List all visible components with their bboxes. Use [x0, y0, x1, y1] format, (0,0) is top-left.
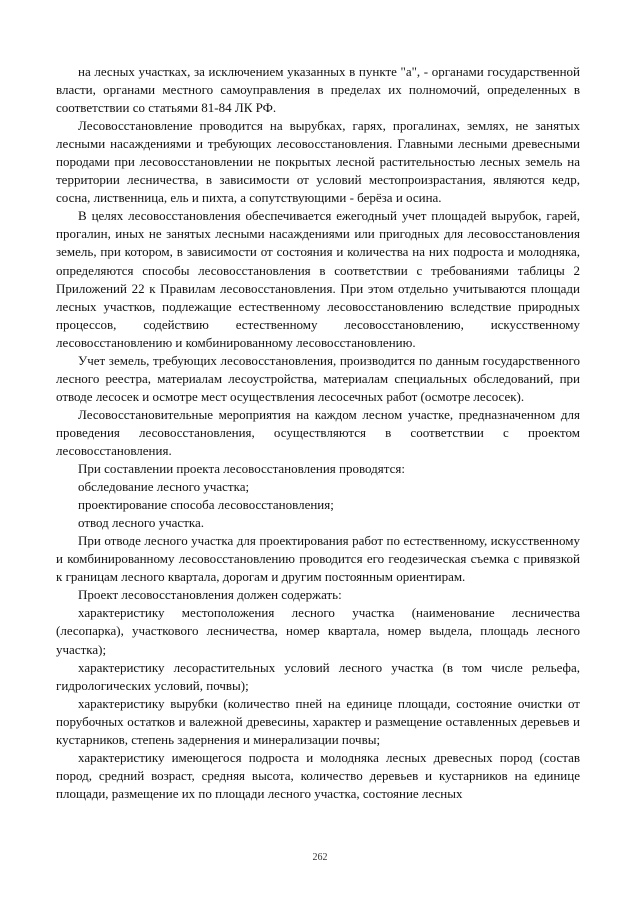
paragraph-3: В целях лесовосстановления обеспечивается ежегодный учет площадей вырубок, гарей, прогалин, иных не занятых лесными насаждениями или пригодных для лесовосстановления земель, при котором, в зависимости от состояния и количества на них подроста и молодняка, определяются способы лесовосстановления в соответствии с требованиями таблицы 2 Приложений 22 к Правилам лесовосстановления. При этом отдельно учитываются площади лесных участков, подлежащие естественному лесовосстановлению вследствие природных процессов, содействию естественному лесовосстановлению, искусственному лесовосстановлению и комбинированному лесовосстановлению.: [56, 208, 580, 350]
paragraph-10: При отводе лесного участка для проектирования работ по естественному, искусственному и комбинированному лесовосстановлению проводится его геодезическая съемка с привязкой к границам лесного квартала, дорогам и другим постоянным ориентирам.: [56, 533, 580, 585]
page-number: 262: [312, 852, 328, 863]
paragraph-15: характеристику имеющегося подроста и молодняка лесных древесных пород (состав пород, средний возраст, средняя высота, количество деревьев и кустарников на единице площади, размещение их по площади лесного участка, состояние лесных: [56, 749, 580, 801]
paragraph-11: Проект лесовосстановления должен содержать:: [78, 587, 342, 603]
paragraph-13: характеристику лесорастительных условий лесного участка (в том числе рельефа, гидрологических условий, почвы);: [56, 659, 580, 693]
list-item-design: проектирование способа лесовосстановления;: [78, 497, 334, 513]
paragraph-6: При составлении проекта лесовосстановления проводятся:: [78, 461, 405, 477]
list-item-survey: обследование лесного участка;: [78, 479, 250, 495]
list-item-allotment: отвод лесного участка.: [78, 515, 205, 531]
paragraph-12: характеристику местоположения лесного участка (наименование лесничества (лесопарка), участкового лесничества, номер квартала, номер выдела, площадь лесного участка);: [56, 605, 580, 657]
paragraph-14: характеристику вырубки (количество пней на единице площади, состояние очистки от порубочных остатков и валежной древесины, характер и размещение оставленных деревьев и кустарников, степень задернения и минерализации почвы;: [56, 695, 580, 747]
paragraph-1: на лесных участках, за исключением указанных в пункте "а", - органами государственной власти, органами местного самоуправления в пределах их полномочий, определенных в соответствии со статьями 81-84 ЛК РФ.: [56, 64, 580, 116]
paragraph-4: Учет земель, требующих лесовосстановления, производится по данным государственного лесного реестра, материалам лесоустройства, материалам специальных обследований, при отводе лесосек и осмотре мест осуществления лесосечных работ (осмотре лесосек).: [56, 352, 580, 404]
paragraph-2: Лесовосстановление проводится на вырубках, гарях, прогалинах, землях, не занятых лесными насаждениями и требующих лесовосстановления. Главными лесными древесными породами при лесовосстановлении не покрытых лесной растительностью лесных земель на территории лесничества, в зависимости от условий местопроизрастания, являются кедр, сосна, лиственница, ель и пихта, а сопутствующими - берёза и осина.: [56, 118, 580, 206]
body-text: [56, 63, 580, 803]
paragraph-5: Лесовосстановительные мероприятия на каждом лесном участке, предназначенном для проведения лесовосстановления, осуществляются в соответствии с проектом лесовосстановления.: [56, 406, 580, 458]
